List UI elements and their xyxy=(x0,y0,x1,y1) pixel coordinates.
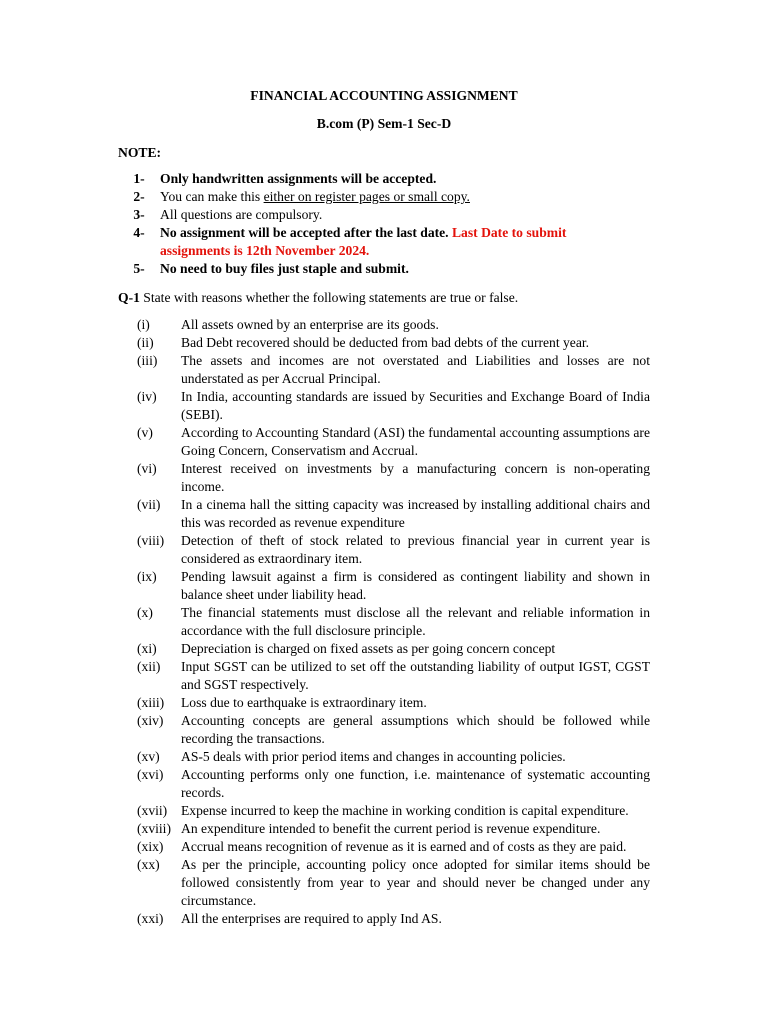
question-1 xyxy=(118,289,518,307)
statement-number: (iv) xyxy=(137,389,157,404)
note-number: 4- xyxy=(133,225,145,240)
question-label: Q-1 xyxy=(118,290,140,305)
statement-item xyxy=(137,838,650,856)
statement-item xyxy=(137,910,650,928)
statements-list xyxy=(137,316,650,928)
statement-number: (xiii) xyxy=(137,695,165,710)
statement-item xyxy=(137,388,650,424)
statement-text: Accounting performs only one function, i.e. maintenance of systematic accounting records. xyxy=(181,767,650,800)
statement-text: The assets and incomes are not overstated and Liabilities and losses are not understated as per Accrual Principal. xyxy=(181,353,650,386)
statement-text: Detection of theft of stock related to previous financial year in current year is considered as extraordinary item. xyxy=(181,533,650,566)
statement-text: AS-5 deals with prior period items and changes in accounting policies. xyxy=(181,749,566,764)
note-heading: NOTE: xyxy=(118,145,162,160)
statement-number: (xviii) xyxy=(137,821,171,836)
note-text-underlined: either on register pages or small copy. xyxy=(263,189,470,204)
statement-number: (xxi) xyxy=(137,911,164,926)
statement-item xyxy=(137,496,650,532)
note-item xyxy=(118,260,598,278)
statement-number: (xiv) xyxy=(137,713,164,728)
note-deadline-text: Last Date to submit assignments is 12th November 2024. xyxy=(160,225,567,258)
statement-item xyxy=(137,568,650,604)
statement-number: (ix) xyxy=(137,569,157,584)
statement-item xyxy=(137,820,650,838)
statement-item xyxy=(137,352,650,388)
statement-number: (vii) xyxy=(137,497,161,512)
statement-item xyxy=(137,694,650,712)
note-text: No need to buy files just staple and submit. xyxy=(160,261,409,276)
note-number: 2- xyxy=(133,189,145,204)
statement-text: As per the principle, accounting policy once adopted for similar items should be followed consistently from year to year and should never be changed under any circumstance. xyxy=(181,857,650,908)
statement-number: (viii) xyxy=(137,533,165,548)
note-text: Only handwritten assignments will be accepted. xyxy=(160,171,437,186)
statement-text: Accounting concepts are general assumptions which should be followed while recording the transactions. xyxy=(181,713,650,746)
statement-text: In a cinema hall the sitting capacity was increased by installing additional chairs and this was recorded as revenue expenditure xyxy=(181,497,650,530)
note-item xyxy=(118,206,598,224)
statement-number: (vi) xyxy=(137,461,157,476)
statement-number: (v) xyxy=(137,425,153,440)
statement-item xyxy=(137,316,650,334)
statement-item xyxy=(137,658,650,694)
statement-number: (xx) xyxy=(137,857,160,872)
statement-text: The financial statements must disclose all the relevant and reliable information in accordance with the full disclosure principle. xyxy=(181,605,650,638)
statement-item xyxy=(137,640,650,658)
statement-number: (xi) xyxy=(137,641,157,656)
statement-text: In India, accounting standards are issued by Securities and Exchange Board of India (SEBI). xyxy=(181,389,650,422)
statement-text: Expense incurred to keep the machine in working condition is capital expenditure. xyxy=(181,803,629,818)
document-title: FINANCIAL ACCOUNTING ASSIGNMENT xyxy=(250,88,518,103)
statement-number: (iii) xyxy=(137,353,158,368)
statement-text: Loss due to earthquake is extraordinary item. xyxy=(181,695,427,710)
statement-item xyxy=(137,424,650,460)
statement-number: (xvii) xyxy=(137,803,168,818)
statement-item xyxy=(137,802,650,820)
statement-item xyxy=(137,532,650,568)
note-text-bold: No assignment will be accepted after the last date. xyxy=(160,225,452,240)
note-text xyxy=(160,224,598,260)
statement-number: (i) xyxy=(137,317,150,332)
statement-text: Accrual means recognition of revenue as it is earned and of costs as they are paid. xyxy=(181,839,627,854)
statement-text: Input SGST can be utilized to set off the outstanding liability of output IGST, CGST and SGST respectively. xyxy=(181,659,650,692)
question-text: State with reasons whether the following statements are true or false. xyxy=(139,290,519,305)
statement-item xyxy=(137,604,650,640)
statement-number: (x) xyxy=(137,605,153,620)
statement-text: An expenditure intended to benefit the current period is revenue expenditure. xyxy=(181,821,601,836)
statement-number: (xvi) xyxy=(137,767,164,782)
statement-item xyxy=(137,748,650,766)
statement-number: (xii) xyxy=(137,659,161,674)
statement-text: All the enterprises are required to apply Ind AS. xyxy=(181,911,442,926)
statement-number: (xix) xyxy=(137,839,164,854)
notes-list xyxy=(118,170,598,278)
note-text xyxy=(160,188,598,206)
note-number: 1- xyxy=(133,171,145,186)
note-text: All questions are compulsory. xyxy=(160,207,323,222)
note-text-plain: You can make this xyxy=(160,189,264,204)
statement-item xyxy=(137,856,650,910)
statement-text: Depreciation is charged on fixed assets as per going concern concept xyxy=(181,641,556,656)
statement-text: All assets owned by an enterprise are its goods. xyxy=(181,317,439,332)
statement-text: Bad Debt recovered should be deducted from bad debts of the current year. xyxy=(181,335,590,350)
note-item xyxy=(118,188,598,206)
statement-number: (ii) xyxy=(137,335,154,350)
note-number: 5- xyxy=(133,261,145,276)
note-number: 3- xyxy=(133,207,145,222)
note-item xyxy=(118,224,598,260)
note-item xyxy=(118,170,598,188)
statement-number: (xv) xyxy=(137,749,160,764)
statement-item xyxy=(137,712,650,748)
document-subtitle: B.com (P) Sem-1 Sec-D xyxy=(316,116,452,131)
statement-text: Pending lawsuit against a firm is considered as contingent liability and shown in balance sheet under liability head. xyxy=(181,569,650,602)
statement-item xyxy=(137,334,650,352)
statement-text: According to Accounting Standard (ASI) the fundamental accounting assumptions are Going Concern, Conservatism and Accrual. xyxy=(181,425,650,458)
statement-text: Interest received on investments by a manufacturing concern is non-operating income. xyxy=(181,461,650,494)
statement-item xyxy=(137,766,650,802)
statement-item xyxy=(137,460,650,496)
